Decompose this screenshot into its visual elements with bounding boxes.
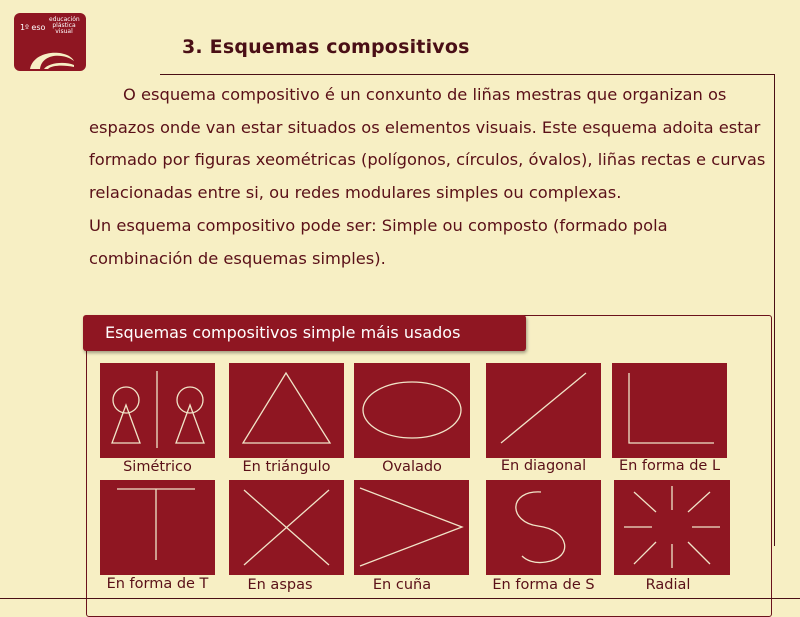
paragraph-definition: O esquema compositivo é un conxunto de liñas mestras que organizan os espazos onde van estar situados os elementos visuais. Este esquema adoita estar formado por figuras xeométricas (polígonos, círculos, óvalos), liñas rectas e curvas relacionadas entre si, ou redes modulares simples ou complexas. bbox=[89, 85, 766, 203]
intro-text bbox=[89, 79, 773, 275]
logo bbox=[14, 13, 86, 71]
diagonal-line-icon[interactable] bbox=[486, 363, 601, 458]
t-shape-icon[interactable] bbox=[100, 480, 215, 575]
l-shape-icon[interactable] bbox=[612, 363, 727, 458]
oval-icon[interactable] bbox=[354, 363, 470, 458]
paragraph-types: Un esquema compositivo pode ser: Simple ou composto (formado pola combinación de esquemas simples). bbox=[89, 215, 668, 268]
header-divider bbox=[160, 74, 775, 75]
scheme-label-l-shape: En forma de L bbox=[618, 458, 721, 474]
triangle-icon[interactable] bbox=[229, 363, 344, 458]
radial-icon[interactable] bbox=[614, 480, 730, 575]
bottom-border bbox=[0, 598, 800, 599]
x-cross-icon[interactable] bbox=[229, 480, 344, 575]
scheme-label-x-cross: En aspas bbox=[247, 577, 313, 593]
grade-label: 1º eso bbox=[20, 23, 46, 32]
logo-swoosh-icon bbox=[14, 13, 86, 71]
scheme-label-triangle: En triángulo bbox=[242, 459, 331, 475]
schemes-panel-title: Esquemas compositivos simple máis usados bbox=[83, 315, 526, 351]
scheme-label-symmetric: Simétrico bbox=[123, 459, 192, 475]
symmetric-figures-icon[interactable] bbox=[100, 363, 215, 458]
scheme-label-oval: Ovalado bbox=[382, 459, 442, 475]
s-curve-icon[interactable] bbox=[486, 480, 601, 575]
page-title: 3. Esquemas compositivos bbox=[182, 36, 470, 58]
scheme-label-t-shape: En forma de T bbox=[106, 576, 209, 592]
wedge-icon[interactable] bbox=[354, 480, 469, 575]
scheme-label-wedge: En cuña bbox=[372, 577, 432, 593]
scheme-label-s-curve: En forma de S bbox=[492, 577, 595, 593]
scheme-label-diagonal: En diagonal bbox=[500, 458, 587, 474]
right-border bbox=[774, 74, 775, 546]
scheme-label-radial: Radial bbox=[645, 577, 691, 593]
subject-label: educación plástica visual bbox=[49, 16, 80, 35]
